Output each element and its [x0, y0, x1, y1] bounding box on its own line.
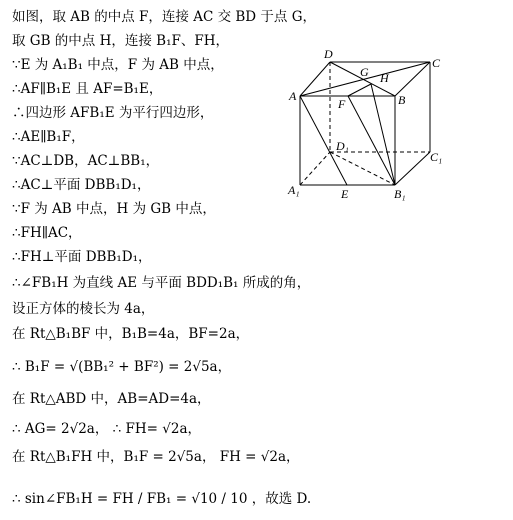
solution-line-4: ∴AF∥B₁E 且 AF=B₁E， — [12, 81, 163, 97]
solution-line-8: ∴AC⊥平面 DBB₁D₁， — [12, 177, 151, 193]
segment-FH — [348, 84, 371, 96]
edge-B1C1 — [395, 152, 430, 185]
segment-HB1 — [371, 84, 395, 185]
label-B1: B₁ — [394, 187, 406, 201]
label-G: G — [360, 65, 369, 79]
edge-AD — [300, 62, 330, 96]
label-C: C — [432, 56, 441, 70]
label-E: E — [341, 187, 349, 201]
solution-line-17: ∴ AG= 2√2a， ∴ FH= √2a， — [12, 421, 201, 437]
solution-line-3: ∵E 为 A₁B₁ 中点，F 为 AB 中点， — [12, 57, 224, 73]
label-H: H — [380, 71, 389, 85]
solution-line-1: 如图，取 AB 的中点 F，连接 AC 交 BD 于点 G， — [12, 9, 316, 25]
hidden-diag-D1B1 — [330, 152, 395, 185]
label-B: B — [398, 93, 406, 107]
edge-CB — [395, 62, 430, 96]
solution-line-10: ∴FH∥AC， — [12, 225, 82, 241]
solution-line-11: ∴FH⊥平面 DBB₁D₁， — [12, 249, 152, 265]
solution-line-14: 在 Rt△B₁BF 中，B₁B=4a，BF=2a， — [12, 326, 250, 342]
segment-FB1 — [348, 96, 395, 185]
solution-line-19: ∴ sin∠FB₁H = FH / FB₁ = √10 / 10 ，故选 D. — [12, 491, 312, 507]
label-D1: D₁ — [336, 139, 349, 153]
solution-line-9: ∵F 为 AB 中点，H 为 GB 中点， — [12, 201, 216, 217]
solution-line-16: 在 Rt△ABD 中，AB=AD=4a， — [12, 391, 211, 407]
label-A: A — [289, 89, 297, 103]
hidden-edge-A1D1 — [300, 152, 330, 185]
label-C1: C₁ — [430, 150, 443, 164]
solution-line-12: ∴∠FB₁H 为直线 AE 与平面 BDD₁B₁ 所成的角， — [12, 275, 311, 291]
solution-line-7: ∵AC⊥DB，AC⊥BB₁， — [12, 153, 160, 169]
label-A1: A₁ — [288, 183, 300, 197]
label-F: F — [338, 97, 346, 111]
solution-line-13: 设正方体的棱长为 4a， — [12, 301, 155, 317]
solution-line-15: ∴ B₁F = √(BB₁² + BF²) = 2√5a， — [12, 359, 232, 375]
label-D: D — [324, 47, 333, 61]
solution-line-18: 在 Rt△B₁FH 中，B₁F = 2√5a， FH = √2a， — [12, 449, 300, 465]
solution-line-2: 取 GB 的中点 H，连接 B₁F、FH， — [12, 33, 229, 49]
solution-line-5: ∴四边形 AFB₁E 为平行四边形， — [12, 105, 214, 121]
solution-line-6: ∴AE∥B₁F， — [12, 129, 85, 145]
